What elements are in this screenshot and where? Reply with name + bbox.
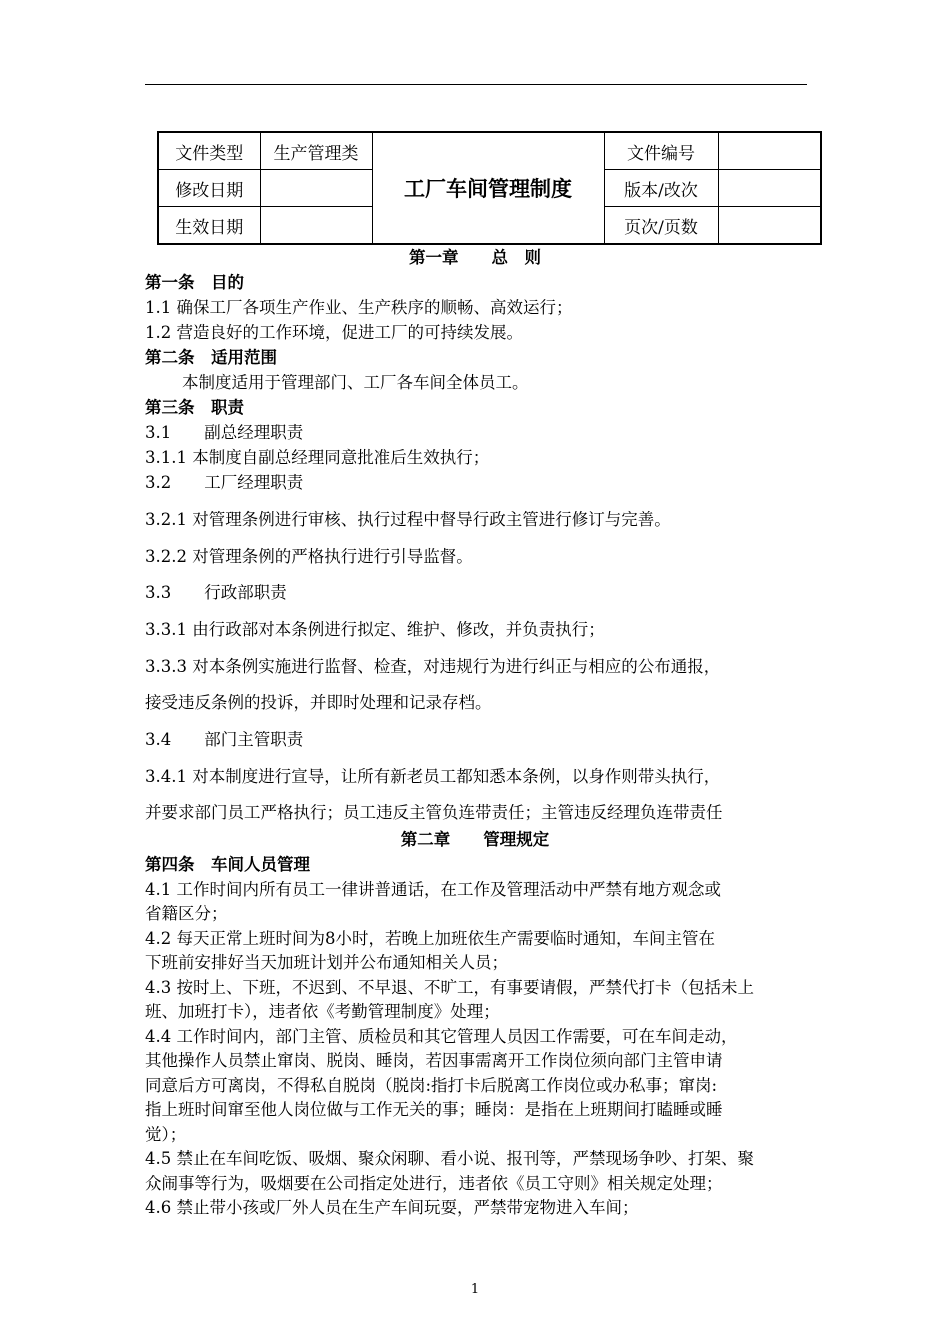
paragraph-line: 1.2 营造良好的工作环境，促进工厂的可持续发展。 [145, 323, 523, 342]
value-version [718, 170, 821, 207]
value-file-number [718, 132, 821, 170]
paragraph-line: 3.2.2 对管理条例的严格执行进行引导监督。 [145, 547, 473, 566]
value-revision-date [260, 170, 372, 207]
label-effective-date: 生效日期 [158, 207, 260, 245]
label-revision-date: 修改日期 [158, 170, 260, 207]
value-page-count [718, 207, 821, 245]
paragraph-line: 3.1.1 本制度自副总经理同意批准后生效执行； [145, 448, 490, 467]
paragraph-line: 3.3.3 对本条例实施进行监督、检查，对违规行为进行纠正与相应的公布通报， [145, 657, 721, 676]
paragraph-line: 本制度适用于管理部门、工厂各车间全体员工。 [182, 373, 529, 392]
label-file-type: 文件类型 [158, 132, 260, 170]
article-heading: 第三条 职责 [145, 398, 244, 417]
header-rule [145, 84, 807, 85]
paragraph-line: 接受违反条例的投诉，并即时处理和记录存档。 [145, 693, 492, 712]
paragraph-line: 4.5 禁止在车间吃饭、吸烟、聚众闲聊、看小说、报刊等，严禁现场争吵、打架、聚 [145, 1149, 754, 1168]
document-header-table [157, 131, 822, 245]
paragraph-line: 3.3 行政部职责 [145, 583, 287, 602]
paragraph-line: 下班前安排好当天加班计划并公布通知相关人员； [145, 953, 508, 972]
article-heading: 第四条 车间人员管理 [145, 855, 310, 874]
chapter-heading: 第二章 管理规定 [400, 830, 550, 849]
page-number: 1 [470, 1282, 480, 1297]
paragraph-line: 众闹事等行为，吸烟要在公司指定处进行，违者依《员工守则》相关规定处理； [145, 1174, 723, 1193]
value-effective-date [260, 207, 372, 245]
paragraph-line: 3.2 工厂经理职责 [145, 473, 304, 492]
paragraph-line: 3.2.1 对管理条例进行审核、执行过程中督导行政主管进行修订与完善。 [145, 510, 671, 529]
paragraph-line: 4.2 每天正常上班时间为8小时，若晚上加班依生产需要临时通知，车间主管在 [145, 929, 715, 948]
paragraph-line: 同意后方可离岗，不得私自脱岗（脱岗:指打卡后脱离工作岗位或办私事；窜岗: [145, 1076, 718, 1095]
label-file-number: 文件编号 [604, 132, 718, 170]
chapter-heading: 第一章 总 则 [409, 248, 541, 267]
article-heading: 第一条 目的 [145, 273, 244, 292]
paragraph-line: 3.4 部门主管职责 [145, 730, 304, 749]
paragraph-line: 指上班时间窜至他人岗位做与工作无关的事；睡岗：是指在上班期间打瞌睡或睡 [145, 1100, 723, 1119]
label-version: 版本/改次 [604, 170, 718, 207]
paragraph-line: 班、加班打卡），违者依《考勤管理制度》处理； [145, 1002, 500, 1021]
paragraph-line: 4.4 工作时间内，部门主管、质检员和其它管理人员因工作需要，可在车间走动， [145, 1027, 738, 1046]
document-title: 工厂车间管理制度 [372, 132, 604, 244]
paragraph-line: 4.3 按时上、下班，不迟到、不早退、不旷工，有事要请假，严禁代打卡（包括未上 [145, 978, 754, 997]
article-heading: 第二条 适用范围 [145, 348, 277, 367]
paragraph-line: 其他操作人员禁止窜岗、脱岗、睡岗，若因事需离开工作岗位须向部门主管申请 [145, 1051, 723, 1070]
paragraph-line: 觉）； [145, 1125, 187, 1144]
label-page-count: 页次/页数 [604, 207, 718, 245]
paragraph-line: 4.1 工作时间内所有员工一律讲普通话，在工作及管理活动中严禁有地方观念或 [145, 880, 721, 899]
paragraph-line: 4.6 禁止带小孩或厂外人员在生产车间玩耍，严禁带宠物进入车间； [145, 1198, 639, 1217]
value-file-type: 生产管理类 [260, 132, 372, 170]
paragraph-line: 3.1 副总经理职责 [145, 423, 304, 442]
paragraph-line: 省籍区分； [145, 904, 228, 923]
paragraph-line: 并要求部门员工严格执行；员工违反主管负连带责任；主管违反经理负连带责任 [145, 803, 723, 822]
paragraph-line: 3.3.1 由行政部对本条例进行拟定、维护、修改，并负责执行； [145, 620, 605, 639]
paragraph-line: 3.4.1 对本制度进行宣导，让所有新老员工都知悉本条例，以身作则带头执行， [145, 767, 721, 786]
paragraph-line: 1.1 确保工厂各项生产作业、生产秩序的顺畅、高效运行； [145, 298, 573, 317]
